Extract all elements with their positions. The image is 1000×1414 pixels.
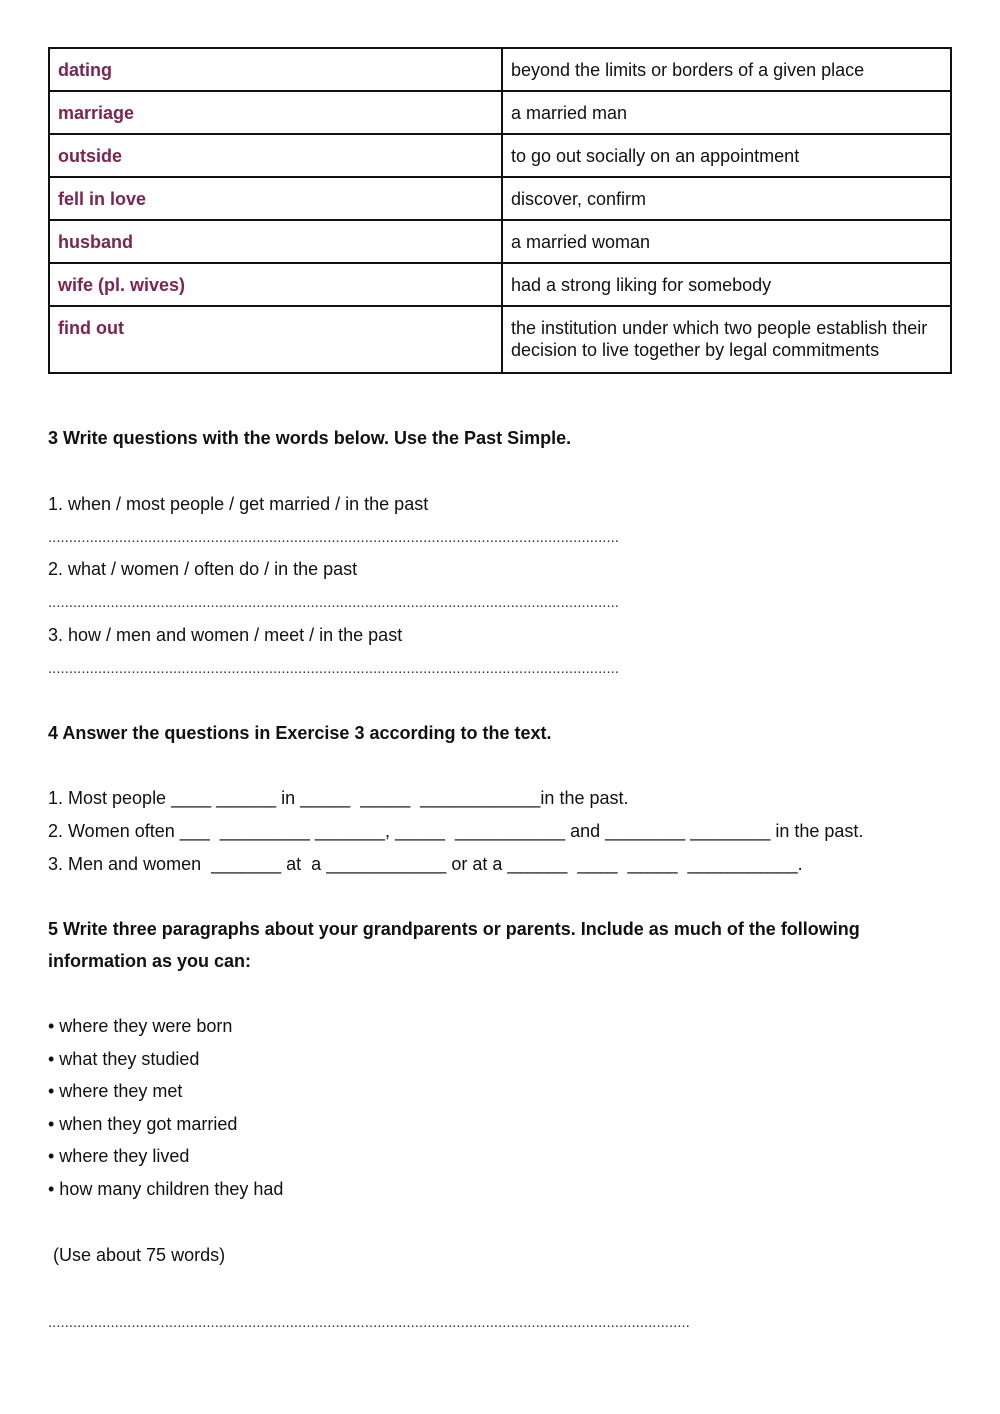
vocab-word: wife (pl. wives) xyxy=(49,263,502,306)
answer-line[interactable]: ......................................................................................................................................... xyxy=(48,660,619,677)
table-row xyxy=(49,306,951,373)
exercise-4-heading: 4 Answer the questions in Exercise 3 according to the text. xyxy=(48,723,552,743)
exercise-3-item-2: 2. what / women / often do / in the past xyxy=(48,559,358,579)
table-row xyxy=(49,134,951,177)
list-item: • where they met xyxy=(48,1081,183,1102)
vocab-word: fell in love xyxy=(49,177,502,220)
exercise-5-heading-continued: information as you can: xyxy=(48,951,252,971)
list-item: • where they lived xyxy=(48,1146,190,1167)
exercise-5-heading: 5 Write three paragraphs about your grandparents or parents. Include as much of the following xyxy=(48,919,860,939)
vocab-definition: had a strong liking for somebody xyxy=(502,263,951,306)
exercise-4-item-1[interactable]: 1. Most people ____ ______ in _____ _____ ____________in the past. xyxy=(48,788,629,808)
answer-line[interactable]: ......................................................................................................................................... xyxy=(48,594,619,611)
vocab-definition: a married man xyxy=(502,91,951,134)
vocab-definition: to go out socially on an appointment xyxy=(502,134,951,177)
answer-line[interactable]: .......................................................................................................................................................... xyxy=(48,1314,690,1331)
list-item: • when they got married xyxy=(48,1113,238,1134)
vocab-word: marriage xyxy=(49,91,502,134)
vocab-definition: a married woman xyxy=(502,220,951,263)
exercise-4-item-2[interactable]: 2. Women often ___ _________ _______, _____ ___________ and ________ ________ in the past. xyxy=(48,821,864,841)
answer-line[interactable]: ......................................................................................................................................... xyxy=(48,529,619,546)
vocab-word: husband xyxy=(49,220,502,263)
table-row xyxy=(49,263,951,306)
exercise-3-item-1: 1. when / most people / get married / in the past xyxy=(48,494,429,514)
word-count-note: (Use about 75 words) xyxy=(48,1245,226,1265)
list-item: • what they studied xyxy=(48,1048,200,1069)
list-item: • where they were born xyxy=(48,1016,233,1036)
vocab-definition: discover, confirm xyxy=(502,177,951,220)
exercise-4-item-3[interactable]: 3. Men and women _______ at a ____________ or at a ______ ____ _____ ___________. xyxy=(48,854,803,874)
vocab-definition: beyond the limits or borders of a given place xyxy=(502,48,951,91)
table-row xyxy=(49,220,951,263)
exercise-3-item-3: 3. how / men and women / meet / in the past xyxy=(48,625,403,645)
table-row xyxy=(49,48,951,91)
table-row xyxy=(49,91,951,134)
list-item: • how many children they had xyxy=(48,1178,284,1199)
vocab-word: dating xyxy=(49,48,502,91)
table-row xyxy=(49,177,951,220)
vocab-definition: the institution under which two people establish their decision to live together by legal commitments xyxy=(502,306,951,373)
vocab-word: outside xyxy=(49,134,502,177)
vocabulary-matching-table xyxy=(48,47,952,374)
exercise-3-heading: 3 Write questions with the words below. Use the Past Simple. xyxy=(48,428,572,448)
info-bullet-list xyxy=(48,1015,283,1211)
vocab-word: find out xyxy=(49,306,502,373)
